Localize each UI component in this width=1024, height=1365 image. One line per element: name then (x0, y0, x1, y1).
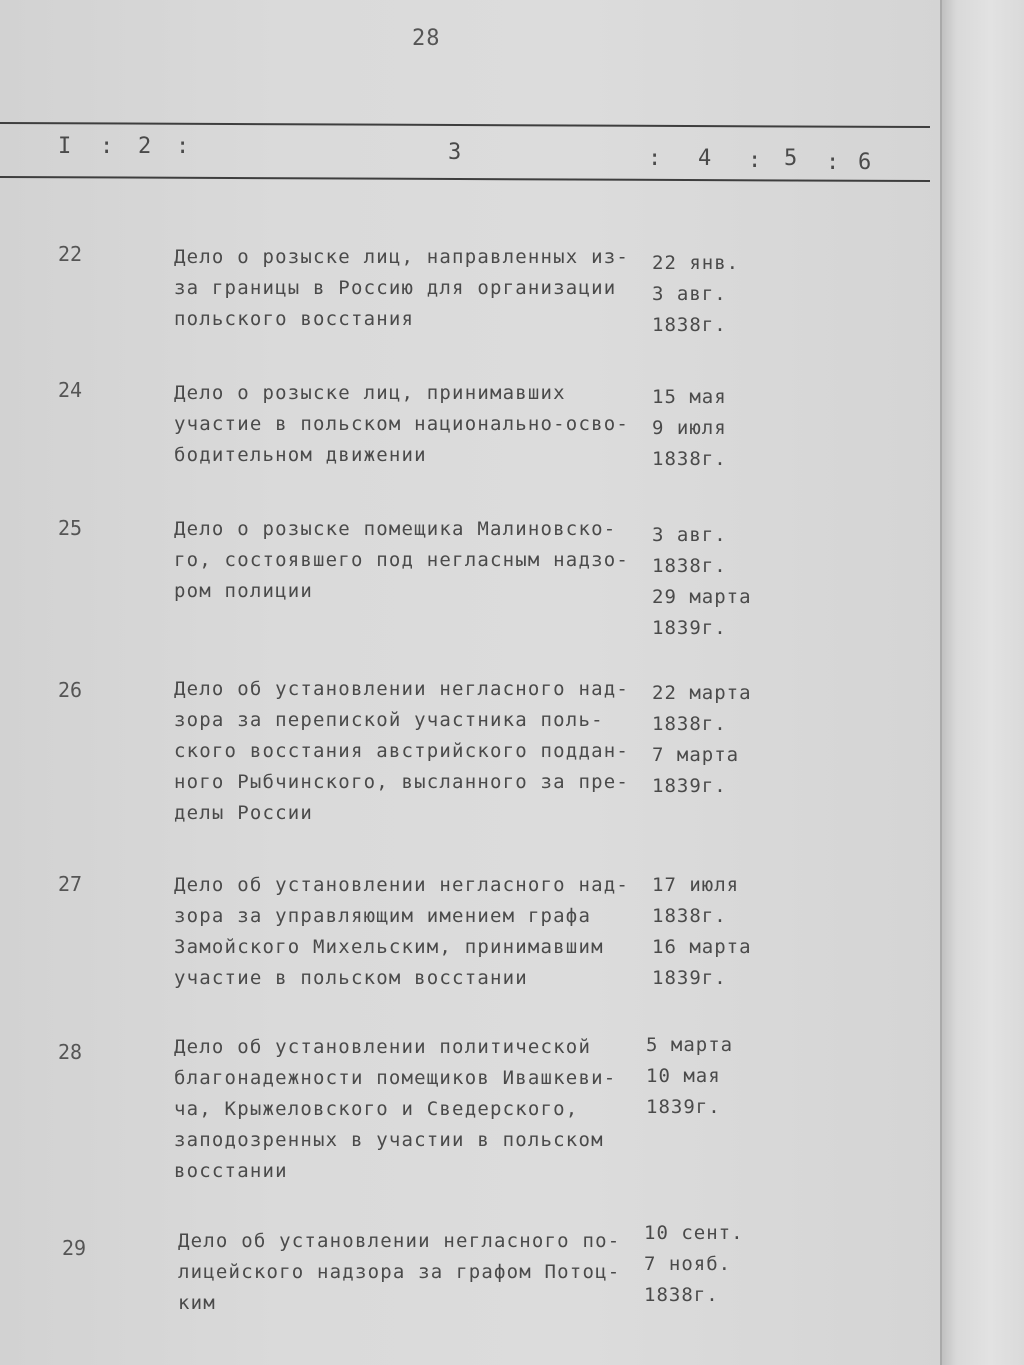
date-line: 1839г. (652, 617, 727, 639)
description-line: Дело о розыске помещика Малиновско- (174, 518, 617, 540)
record-description (174, 242, 629, 335)
record-number: 29 (62, 1236, 87, 1260)
date-line: 1839г. (652, 775, 727, 797)
column-header-2: 2 (138, 134, 152, 159)
date-line: 1838г. (652, 555, 727, 577)
description-line: го, состоявшего под негласным надзо- (174, 549, 630, 571)
description-line: лицейского надзора за графом Потоц- (178, 1261, 621, 1283)
date-line: 5 марта (646, 1034, 734, 1056)
date-line: 10 сент. (644, 1222, 744, 1244)
description-line: ром полиции (174, 580, 314, 602)
column-header-5: 5 (784, 146, 798, 171)
date-line: 29 марта (652, 586, 752, 608)
description-line: Дело об установлении негласного над- (174, 678, 630, 700)
date-line: 3 авг. (652, 283, 727, 305)
column-header-separator: : (100, 134, 114, 159)
description-line: участие в польском национально-осво- (174, 413, 630, 435)
date-line: 15 мая (652, 386, 727, 408)
record-description (174, 674, 629, 829)
date-line: 10 мая (646, 1065, 721, 1087)
date-line: 22 янв. (652, 252, 740, 274)
description-line: участие в польском восстании (174, 967, 528, 989)
description-line: Замойского Михельским, принимавшим (174, 936, 604, 958)
date-line: 1838г. (652, 448, 727, 470)
description-line: ского восстания австрийского поддан- (174, 740, 630, 762)
date-line: 9 июля (652, 417, 727, 439)
date-line: 7 марта (652, 744, 740, 766)
description-line: Дело об установлении негласного по- (178, 1230, 621, 1252)
date-line: 3 авг. (652, 524, 727, 546)
description-line: ким (178, 1292, 216, 1314)
date-line: 1839г. (652, 967, 727, 989)
date-line: 1838г. (652, 713, 727, 735)
description-line: восстании (174, 1160, 288, 1182)
description-line: Дело об установлении политической (174, 1036, 592, 1058)
record-dates (652, 248, 739, 341)
description-line: делы России (174, 802, 314, 824)
description-line: благонадежности помещиков Ивашкеви- (174, 1067, 617, 1089)
column-header-separator: : (176, 134, 190, 159)
date-line: 22 марта (652, 682, 752, 704)
record-number: 26 (58, 678, 83, 702)
description-line: ного Рыбчинского, высланного за пре- (174, 771, 630, 793)
column-header-6: 6 (858, 150, 872, 175)
column-header-separator: : (826, 150, 840, 175)
record-dates (652, 870, 752, 994)
record-description (178, 1226, 620, 1319)
description-line: Дело об установлении негласного над- (174, 874, 630, 896)
record-dates (652, 382, 727, 475)
column-header-separator: : (648, 146, 662, 171)
underlying-page (940, 0, 1024, 1365)
date-line: 7 нояб. (644, 1253, 732, 1275)
record-description (174, 1032, 616, 1187)
record-description (174, 378, 629, 471)
column-header-separator: : (748, 148, 762, 173)
record-dates (644, 1218, 744, 1311)
record-number: 22 (58, 242, 83, 266)
date-line: 1839г. (646, 1096, 721, 1118)
record-number: 24 (58, 378, 83, 402)
record-dates (652, 520, 752, 644)
description-line: Дело о розыске лиц, направленных из- (174, 246, 630, 268)
page-edge (940, 0, 942, 1365)
description-line: бодительном движении (174, 444, 427, 466)
description-line: польского восстания (174, 308, 415, 330)
page-number: 28 (412, 26, 441, 51)
column-header-4: 4 (698, 146, 712, 171)
date-line: 1838г. (644, 1284, 719, 1306)
record-description (174, 514, 629, 607)
column-header-3: 3 (448, 140, 462, 165)
date-line: 1838г. (652, 314, 727, 336)
description-line: Дело о розыске лиц, принимавших (174, 382, 566, 404)
record-number: 28 (58, 1040, 83, 1064)
description-line: за границы в Россию для организации (174, 277, 617, 299)
record-description (174, 870, 629, 994)
description-line: ча, Крыжеловского и Сведерского, (174, 1098, 579, 1120)
record-number: 25 (58, 516, 83, 540)
description-line: зора за перепиской участника поль- (174, 709, 604, 731)
date-line: 16 марта (652, 936, 752, 958)
date-line: 17 июля (652, 874, 740, 896)
description-line: заподозренных в участии в польском (174, 1129, 604, 1151)
record-dates (646, 1030, 733, 1123)
column-header-1: I (58, 134, 72, 159)
date-line: 1838г. (652, 905, 727, 927)
record-dates (652, 678, 752, 802)
record-number: 27 (58, 872, 83, 896)
description-line: зора за управляющим имением графа (174, 905, 592, 927)
